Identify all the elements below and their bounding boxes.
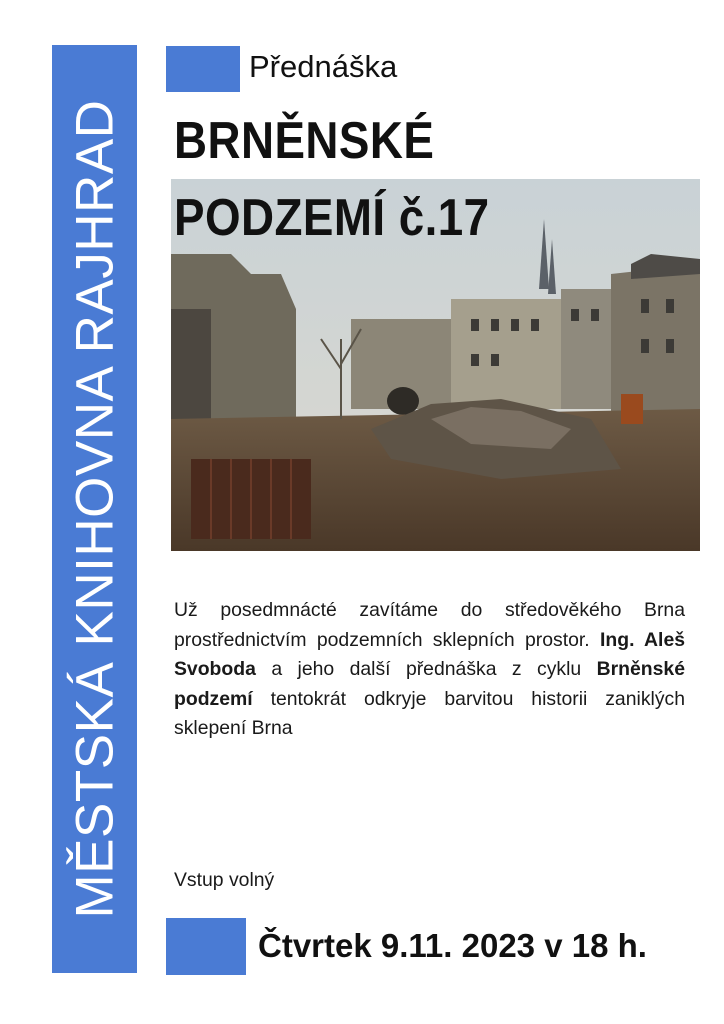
description-part-2: a jeho další přednáška z cyklu — [271, 658, 582, 680]
event-description — [174, 596, 685, 744]
event-date: Čtvrtek 9.11. 2023 v 18 h. — [258, 927, 647, 964]
library-name: MĚSTSKÁ KNIHOVNA RAJHRAD — [65, 99, 124, 919]
title-line-2: PODZEMÍ č.17 — [174, 189, 490, 247]
accent-block-bottom — [166, 918, 246, 975]
title-line-1: BRNĚNSKÉ — [174, 112, 435, 170]
event-title — [174, 103, 490, 257]
accent-block-top — [166, 46, 240, 92]
series-name: Brněnské podzemí — [174, 658, 686, 710]
sidebar-banner — [52, 45, 137, 973]
admission-note: Vstup volný — [174, 869, 275, 891]
event-type: Přednáška — [249, 49, 398, 84]
speaker-name: Ing. Aleš Svoboda — [174, 628, 686, 680]
description-part-3: tentokrát odkryje barvitou historii zaniklých sklepení Brna — [174, 687, 685, 739]
description-part-1: Už posedmnácté zavítáme do středověkého Brna prostřednictvím podzemních sklepních prostor. — [174, 599, 685, 651]
